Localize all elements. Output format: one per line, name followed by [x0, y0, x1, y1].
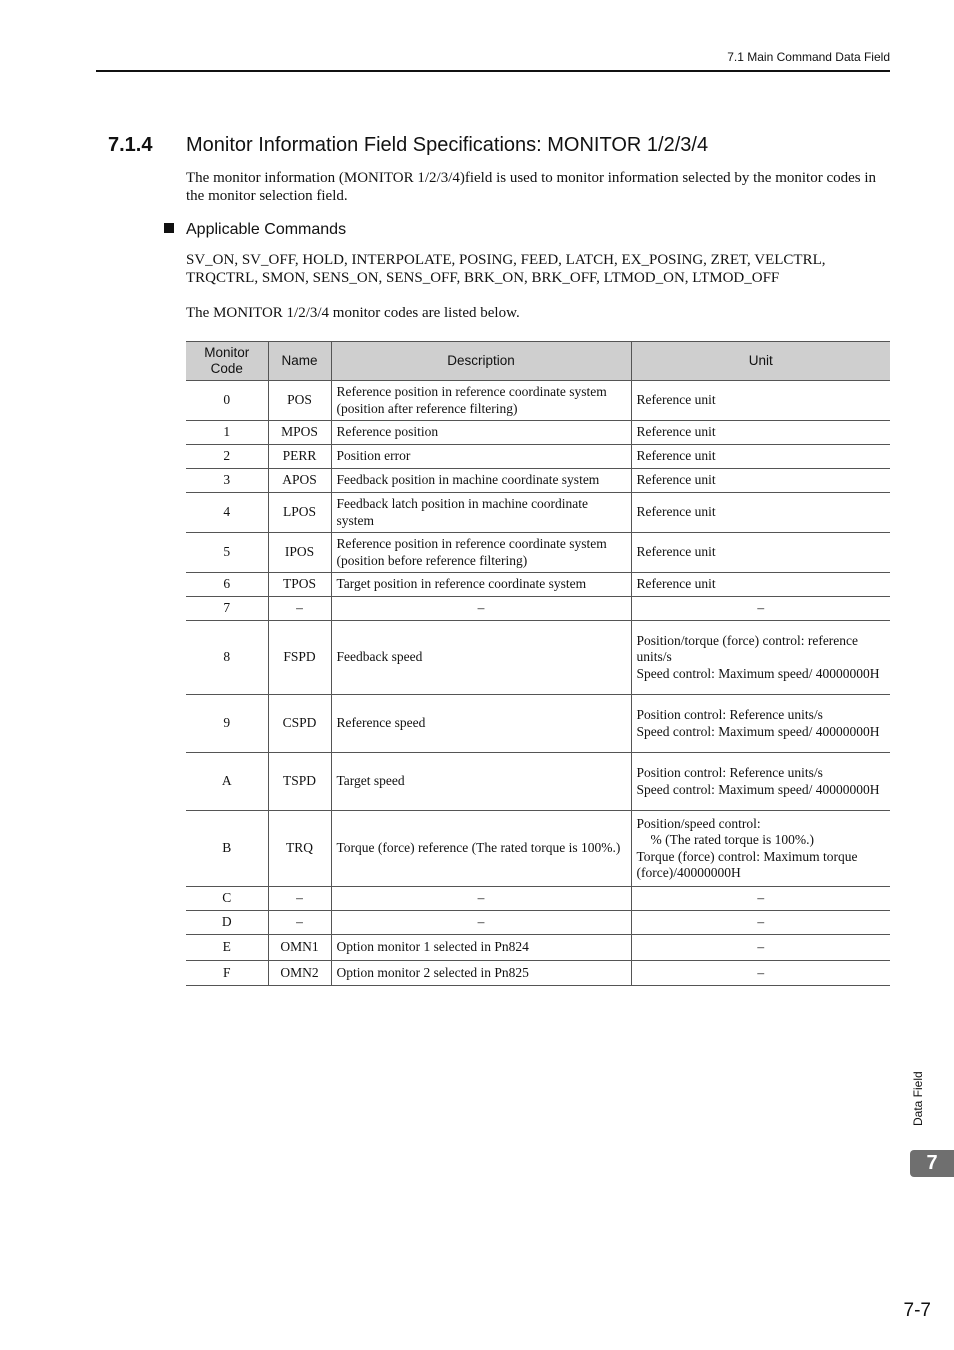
unit-line: Reference unit: [636, 392, 716, 408]
cell-description: Reference position in reference coordinate system (position before reference filtering): [331, 533, 631, 573]
table-row: [186, 573, 890, 597]
cell-name: MPOS: [268, 421, 331, 445]
side-tab-label: Data Field: [911, 1071, 925, 1126]
table-row: [186, 911, 890, 935]
monitor-codes-note: The MONITOR 1/2/3/4 monitor codes are listed below.: [186, 305, 520, 321]
unit-line: Reference unit: [636, 424, 716, 440]
unit-line: –: [757, 939, 765, 955]
cell-name: OMN2: [268, 961, 331, 986]
table-row: [186, 533, 890, 573]
cell-unit: [631, 421, 890, 445]
cell-unit: [631, 621, 890, 695]
cell-monitor-code: F: [186, 961, 268, 986]
table-row: [186, 469, 890, 493]
section-number: 7.1.4: [108, 134, 153, 156]
unit-line: Torque (force) control: Maximum torque (force)/40000000H: [636, 848, 858, 880]
unit-line: Speed control: Maximum speed/ 40000000H: [636, 665, 880, 681]
cell-description: Option monitor 1 selected in Pn824: [331, 935, 631, 961]
table-row: [186, 811, 890, 887]
cell-monitor-code: 9: [186, 695, 268, 753]
unit-line: –: [757, 890, 765, 906]
cell-name: –: [268, 887, 331, 911]
cell-name: IPOS: [268, 533, 331, 573]
unit-line: Position control: Reference units/s: [636, 765, 823, 780]
cell-name: TSPD: [268, 753, 331, 811]
cell-unit: [631, 911, 890, 935]
table-header-row: [186, 342, 890, 381]
cell-monitor-code: 8: [186, 621, 268, 695]
header-name: Name: [268, 342, 331, 381]
cell-unit: [631, 887, 890, 911]
cell-description: –: [331, 911, 631, 935]
unit-line: Reference unit: [636, 504, 716, 520]
cell-name: –: [268, 911, 331, 935]
table-body: [186, 381, 890, 986]
unit-line: Speed control: Maximum speed/ 40000000H: [636, 723, 880, 739]
cell-monitor-code: 5: [186, 533, 268, 573]
cell-description: Feedback speed: [331, 621, 631, 695]
table-row: [186, 445, 890, 469]
unit-line: –: [757, 600, 765, 616]
cell-unit: [631, 695, 890, 753]
cell-monitor-code: 4: [186, 493, 268, 533]
cell-description: Option monitor 2 selected in Pn825: [331, 961, 631, 986]
square-bullet-icon: [164, 223, 174, 233]
cell-description: Feedback position in machine coordinate system: [331, 469, 631, 493]
cell-unit: [631, 493, 890, 533]
unit-line: Reference unit: [636, 472, 716, 488]
cell-name: FSPD: [268, 621, 331, 695]
cell-unit: [631, 533, 890, 573]
unit-line: Reference unit: [636, 576, 716, 592]
cell-monitor-code: E: [186, 935, 268, 961]
cell-unit: [631, 935, 890, 961]
table-row: [186, 935, 890, 961]
cell-unit: [631, 445, 890, 469]
cell-monitor-code: 1: [186, 421, 268, 445]
cell-monitor-code: A: [186, 753, 268, 811]
cell-name: APOS: [268, 469, 331, 493]
cell-description: Target position in reference coordinate system: [331, 573, 631, 597]
chapter-tab: 7: [910, 1150, 954, 1177]
cell-unit: [631, 811, 890, 887]
cell-description: Reference position: [331, 421, 631, 445]
cell-name: TRQ: [268, 811, 331, 887]
section-title: Monitor Information Field Specifications: MONITOR 1/2/3/4: [186, 134, 709, 156]
cell-description: Torque (force) reference (The rated torque is 100%.): [331, 811, 631, 887]
cell-unit: [631, 469, 890, 493]
table-row: [186, 493, 890, 533]
cell-description: Reference position in reference coordinate system (position after reference filtering): [331, 381, 631, 421]
cell-monitor-code: C: [186, 887, 268, 911]
cell-description: Position error: [331, 445, 631, 469]
cell-unit: [631, 753, 890, 811]
intro-paragraph: The monitor information (MONITOR 1/2/3/4)field is used to monitor information selected by the monitor codes in the monitor selection field.: [186, 170, 877, 204]
cell-name: TPOS: [268, 573, 331, 597]
table-row: [186, 961, 890, 986]
cell-description: Target speed: [331, 753, 631, 811]
cell-description: Feedback latch position in machine coordinate system: [331, 493, 631, 533]
cell-unit: [631, 573, 890, 597]
table-row: [186, 695, 890, 753]
unit-line: –: [757, 964, 765, 980]
unit-line: % (The rated torque is 100%.): [650, 832, 814, 847]
table-row: [186, 597, 890, 621]
applicable-commands-heading: [164, 221, 346, 239]
cell-unit: [631, 381, 890, 421]
unit-line: Position/torque (force) control: reference units/s: [636, 632, 859, 665]
page-number: 7-7: [903, 1300, 931, 1321]
section-heading: [108, 134, 708, 157]
cell-unit: [631, 961, 890, 986]
cell-unit: [631, 597, 890, 621]
cell-monitor-code: 2: [186, 445, 268, 469]
cell-name: OMN1: [268, 935, 331, 961]
cell-name: CSPD: [268, 695, 331, 753]
unit-line: Position/speed control:: [636, 815, 761, 831]
unit-line: Reference unit: [636, 544, 716, 560]
applicable-commands-list: SV_ON, SV_OFF, HOLD, INTERPOLATE, POSING, FEED, LATCH, EX_POSING, ZRET, VELCTRL, TRQCTRL, SMON, SENS_ON, SENS_OFF, BRK_ON, BRK_OFF, LTMOD_ON, LTMOD_OFF: [186, 252, 826, 286]
cell-name: PERR: [268, 445, 331, 469]
header-rule: [96, 70, 890, 72]
applicable-commands-label: Applicable Commands: [186, 221, 347, 238]
cell-monitor-code: B: [186, 811, 268, 887]
table-row: [186, 753, 890, 811]
cell-name: LPOS: [268, 493, 331, 533]
cell-monitor-code: 0: [186, 381, 268, 421]
table-row: [186, 887, 890, 911]
table-row: [186, 621, 890, 695]
cell-monitor-code: 6: [186, 573, 268, 597]
unit-line: Reference unit: [636, 448, 716, 464]
cell-name: –: [268, 597, 331, 621]
cell-monitor-code: 7: [186, 597, 268, 621]
header-unit: Unit: [631, 342, 890, 381]
running-head: 7.1 Main Command Data Field: [727, 50, 890, 64]
header-monitor-code: Monitor Code: [186, 342, 268, 381]
table-row: [186, 381, 890, 421]
header-description: Description: [331, 342, 631, 381]
cell-description: Reference speed: [331, 695, 631, 753]
cell-name: POS: [268, 381, 331, 421]
cell-monitor-code: D: [186, 911, 268, 935]
unit-line: –: [757, 914, 765, 930]
table-row: [186, 421, 890, 445]
unit-line: Position control: Reference units/s: [636, 707, 823, 722]
unit-line: Speed control: Maximum speed/ 40000000H: [636, 781, 880, 797]
cell-description: –: [331, 887, 631, 911]
cell-description: –: [331, 597, 631, 621]
monitor-code-table: [186, 341, 890, 986]
cell-monitor-code: 3: [186, 469, 268, 493]
